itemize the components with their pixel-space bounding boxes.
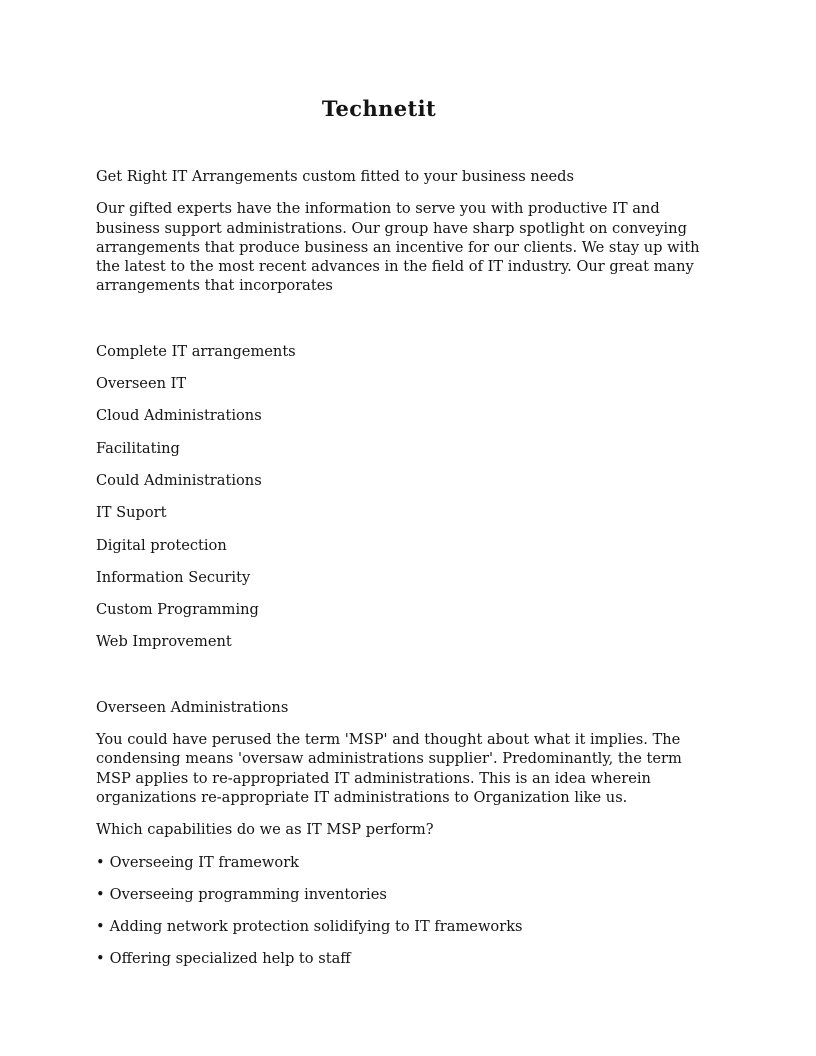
service-item-overseen-it: Overseen IT bbox=[96, 375, 187, 393]
bullet-icon: • bbox=[96, 950, 105, 968]
bullet-icon: • bbox=[96, 853, 105, 871]
capability-item-label: Overseeing IT framework bbox=[109, 853, 300, 871]
service-item-web-improvement: Web Improvement bbox=[96, 633, 232, 651]
service-item-it-suport: IT Suport bbox=[96, 504, 167, 522]
intro-body: Our gifted experts have the information to serve you with productive IT and business support administrations. Our group have sharp spotlight on conveying arrangements that produce business an incentive for our clients. We stay up with the latest to the most recent advances in the field of IT industry. Our great many arrangements that incorporates bbox=[96, 200, 700, 295]
service-item-custom-programming: Custom Programming bbox=[96, 601, 259, 619]
service-item-complete-it: Complete IT arrangements bbox=[96, 342, 296, 360]
intro-lead: Get Right IT Arrangements custom fitted to your business needs bbox=[96, 168, 574, 185]
bullet-icon: • bbox=[96, 918, 105, 936]
service-item-digital-protection: Digital protection bbox=[96, 536, 227, 554]
bullet-icon: • bbox=[96, 885, 105, 903]
capability-item bbox=[96, 853, 720, 872]
capability-item-label: Adding network protection solidifying to IT frameworks bbox=[109, 918, 523, 936]
service-item-cloud: Cloud Administrations bbox=[96, 407, 262, 425]
capability-item bbox=[96, 949, 720, 968]
capability-item bbox=[96, 885, 720, 904]
section-heading-managed-services: Overseen Administrations bbox=[96, 698, 289, 716]
capability-item-label: Overseeing programming inventories bbox=[109, 885, 387, 903]
service-item-facilitating: Facilitating bbox=[96, 439, 180, 457]
service-item-could-administrations: Could Administrations bbox=[96, 471, 262, 489]
capability-item-label: Offering specialized help to staff bbox=[109, 950, 351, 968]
document-title: Technetit bbox=[321, 96, 437, 121]
capability-item bbox=[96, 917, 720, 936]
service-item-information-security: Information Security bbox=[96, 568, 251, 586]
managed-services-body: You could have perused the term 'MSP' and thought about what it implies. The condensing means 'oversaw administrations supplier'. Predominantly, the term MSP applies to re-appropriated IT administrations. This is an idea wherein organizations re-appropriate IT administrations to Organization like us. bbox=[96, 731, 682, 806]
capabilities-question: Which capabilities do we as IT MSP perform? bbox=[96, 821, 434, 839]
